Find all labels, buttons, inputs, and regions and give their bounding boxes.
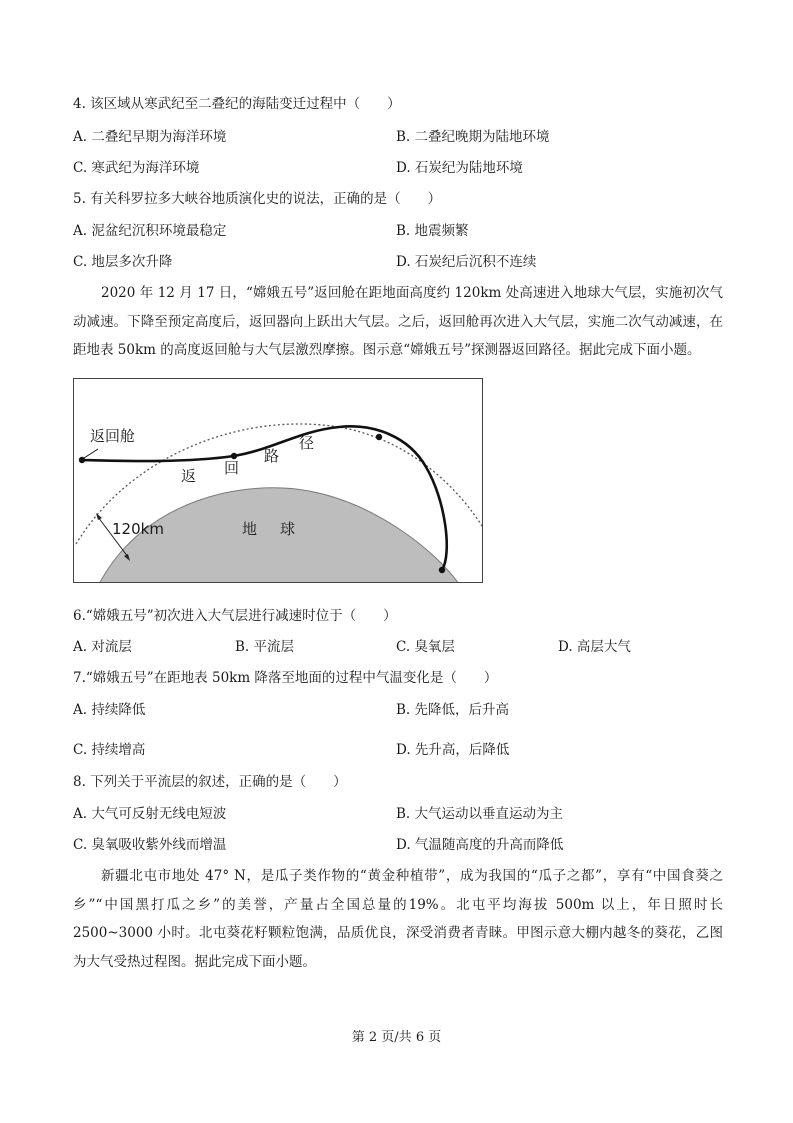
question-7-option-a[interactable]: A. 持续降低 [73, 702, 146, 718]
question-7-option-b[interactable]: B. 先降低，后升高 [396, 702, 510, 718]
capsule-label: 返回舱 [90, 427, 136, 445]
question-4-option-c[interactable]: C. 寒武纪为海洋环境 [73, 160, 200, 176]
question-7-option-d[interactable]: D. 先升高，后降低 [396, 742, 510, 758]
path-end-point [439, 567, 445, 573]
question-4-option-b[interactable]: B. 二叠纪晚期为陆地环境 [396, 129, 550, 145]
altitude-label: 120km [112, 520, 164, 538]
question-6-option-d[interactable]: D. 高层大气 [558, 639, 631, 655]
passage-beitun-sunflower: 新疆北屯市地处 47° N，是瓜子类作物的“黄金种植带”，成为我国的“瓜子之都”，享有“中国食葵之乡”“中国黑打瓜之乡”的美誉，产量占全国总量的19%。北屯平均海拔 500m 以上，年日照时长 2500~3000 小时。北屯葵花籽颗粒饱满，品质优良，深受消费者青睐。甲图示意大棚内越冬的葵花，乙图为大气受热过程图。据此完成下面小题。 [73, 868, 723, 970]
earth-label-char-1: 地 [242, 520, 258, 538]
question-8-stem: 8. 下列关于平流层的叙述，正确的是（ ） [73, 774, 347, 790]
capsule-start-point [79, 457, 85, 463]
question-4-option-a[interactable]: A. 二叠纪早期为海洋环境 [73, 129, 227, 145]
question-8-option-a[interactable]: A. 大气可反射无线电短波 [73, 806, 227, 822]
question-4-option-d[interactable]: D. 石炭纪为陆地环境 [396, 160, 523, 176]
page-number: 第 2 页/共 6 页 [351, 1030, 442, 1045]
passage-change5-return: 2020 年 12 月 17 日，“嫦娥五号”返回舱在距地面高度约 120km 处高速进入地球大气层，实施初次气动减速。下降至预定高度后，返回器向上跃出大气层。之后，返回舱再次进入大气层，实施二次气动减速，在距地表 50km 的高度返回舱与大气层激烈摩擦。图示意“嫦娥五号”探测器返回路径。据此完成下面小题。 [73, 285, 723, 358]
question-5-option-a[interactable]: A. 泥盆纪沉积环境最稳定 [73, 223, 227, 239]
path-label-char-1: 返 [181, 467, 197, 485]
path-label-char-4: 径 [299, 434, 315, 452]
altitude-arrow-head-top [96, 513, 102, 520]
question-6-option-c[interactable]: C. 臭氧层 [396, 639, 455, 655]
question-6-option-a[interactable]: A. 对流层 [73, 639, 132, 655]
earth-label-char-2: 球 [280, 520, 296, 538]
question-4-stem: 4. 该区域从寒武纪至二叠纪的海陆变迁过程中（ ） [73, 96, 401, 112]
return-path-diagram [74, 379, 483, 583]
path-label-char-3: 路 [264, 447, 280, 465]
question-5-stem: 5. 有关科罗拉多大峡谷地质演化史的说法，正确的是（ ） [73, 191, 442, 207]
question-8-option-b[interactable]: B. 大气运动以垂直运动为主 [396, 806, 564, 822]
path-point-2 [376, 434, 382, 440]
question-7-stem: 7.“嫦娥五号”在距地表 50km 降落至地面的过程中气温变化是（ ） [73, 670, 498, 686]
question-6-stem: 6.“嫦娥五号”初次进入大气层进行减速时位于（ ） [73, 608, 397, 624]
return-path-figure [73, 378, 483, 583]
question-8-option-d[interactable]: D. 气温随高度的升高而降低 [396, 837, 564, 853]
question-8-option-c[interactable]: C. 臭氧吸收紫外线而增温 [73, 837, 227, 853]
path-label-char-2: 回 [224, 459, 240, 477]
question-5-option-d[interactable]: D. 石炭纪后沉积不连续 [396, 254, 537, 270]
capsule-pointer-line [84, 449, 98, 458]
question-5-option-c[interactable]: C. 地层多次升降 [73, 254, 173, 270]
question-6-option-b[interactable]: B. 平流层 [235, 639, 295, 655]
question-5-option-b[interactable]: B. 地震频繁 [396, 223, 469, 239]
question-7-option-c[interactable]: C. 持续增高 [73, 742, 146, 758]
